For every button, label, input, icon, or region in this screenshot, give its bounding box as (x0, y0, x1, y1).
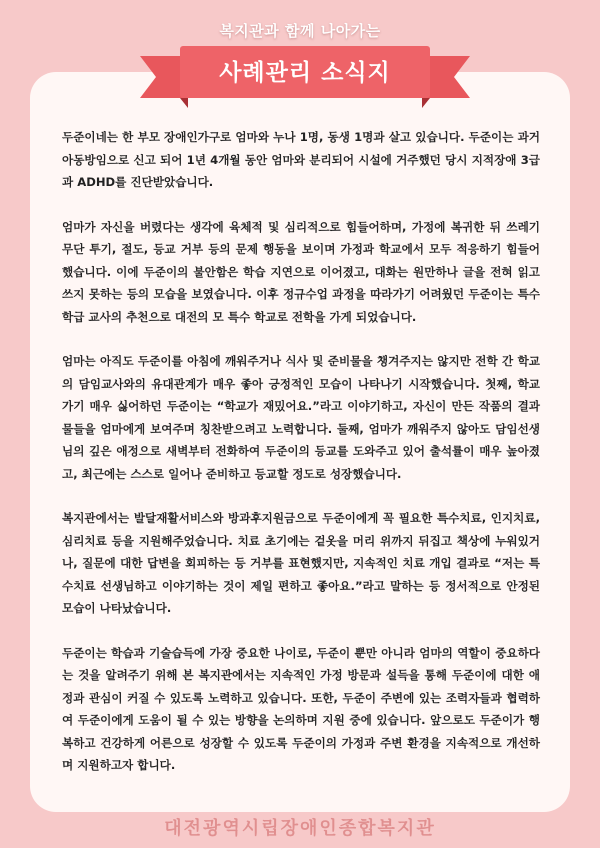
newsletter-title: 사례관리 소식지 (219, 60, 391, 86)
paragraph-2: 엄마가 자신을 버렸다는 생각에 육체적 및 심리적으로 힘들어하며, 가정에 복귀한 뒤 쓰레기 무단 투기, 절도, 등교 거부 등의 문제 행동을 보이며 가정과 학교에서 모두 적응하기 힘들어 했습니다. 이에 두준이의 불안함은 학습 지연으로 이어졌고, 대화는 원만하나 글을 전혀 읽고 쓰지 못하는 등의 모습을 보였습니다. 이후 정규수업 과정을 따라가기 어려웠던 두준이는 특수학급 교사의 추천으로 대전의 모 특수 학교로 전학을 가게 되었습니다. (62, 219, 540, 324)
paragraph-5: 두준이는 학습과 기술습득에 가장 중요한 나이로, 두준이 뿐만 아니라 엄마의 역할이 중요하다는 것을 알려주기 위해 본 복지관에서는 지속적인 가정 방문과 설득을 통해 두준이에 대한 애정과 관심이 커질 수 있도록 노력하고 있습니다. 또한, 두준이 주변에 있는 조력자들과 협력하여 두준이에게 도움이 될 수 있는 방향을 논의하며 지원 중에 있습니다. 앞으로도 두준이가 행복하고 건강하게 어른으로 성장할 수 있도록 두준이의 가정과 주변 환경을 지속적으로 개선하며 지원하고자 합니다. (62, 645, 540, 772)
article-body (62, 126, 540, 799)
paragraph-3: 엄마는 아직도 두준이를 아침에 깨워주거나 식사 및 준비물을 챙겨주지는 않지만 전학 간 학교의 담임교사와의 유대관계가 매우 좋아 긍정적인 모습이 나타나기 시작했습니다. 첫째, 학교 가기 매우 싫어하던 두준이는 “학교가 재밌어요.”라고 이야기하고, 자신이 만든 작품의 결과물들을 엄마에게 보여주며 칭찬받으려고 노력합니다. 둘째, 엄마가 깨워주지 않아도 담임선생님의 깊은 애정으로 새벽부터 전화하여 두준이의 등교를 도와주고 있어 출석률이 매우 높아졌고, 최근에는 스스로 일어나 준비하고 등교할 정도로 성장했습니다. (62, 354, 540, 481)
paragraph-4: 복지관에서는 발달재활서비스와 방과후지원금으로 두준이에게 꼭 필요한 특수치료, 인지치료, 심리치료 등을 지원해주었습니다. 치료 초기에는 겉옷을 머리 위까지 뒤집고 책상에 누워있거나, 질문에 대한 답변을 회피하는 등 거부를 표현했지만, 지속적인 치료 개입 결과로 “저는 특수치료 선생님하고 이야기하는 것이 제일 편하고 좋아요.”라고 말하는 등 정서적으로 안정된 모습이 나타났습니다. (62, 511, 540, 615)
paragraph-1: 두준이네는 한 부모 장애인가구로 엄마와 누나 1명, 동생 1명과 살고 있습니다. 두준이는 과거 아동방임으로 신고 되어 1년 4개월 동안 엄마와 분리되어 시설에 거주했던 당시 지적장애 3급과 ADHD를 진단받았습니다. (62, 130, 540, 189)
title-ribbon (140, 30, 470, 114)
organization-name: 대전광역시립장애인종합복지관 (164, 818, 436, 839)
newsletter-subtitle: 복지관과 함께 나아가는 (219, 22, 381, 40)
